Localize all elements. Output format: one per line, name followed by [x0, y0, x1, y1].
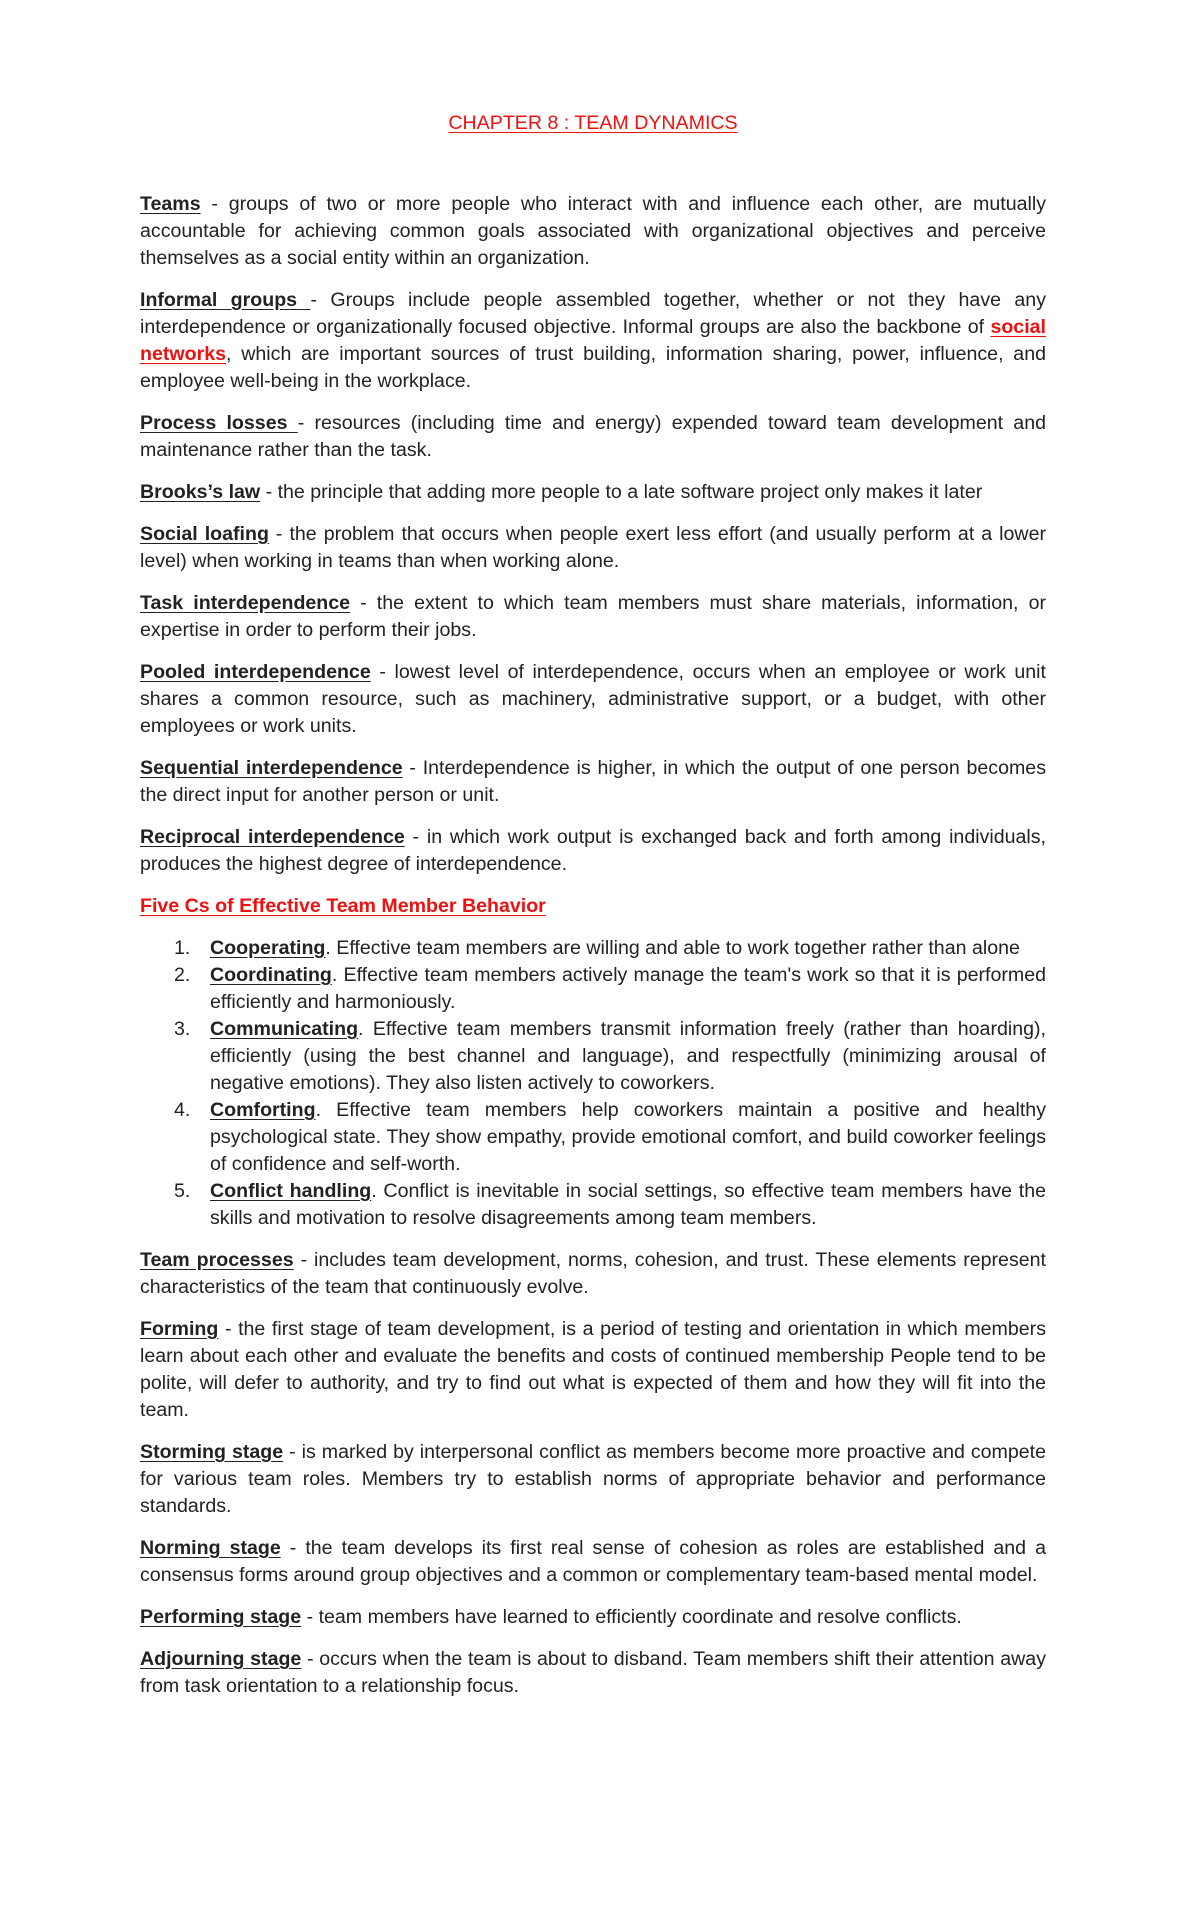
- list-number: 5.: [174, 1180, 191, 1202]
- highlight-term: social networks: [140, 316, 1046, 365]
- definition-text: - in which work output is exchanged back and forth among individuals, produces the highest degree of interdependence.: [140, 826, 1046, 875]
- definition-norming-stage: [140, 1535, 1046, 1589]
- list-item: [140, 1097, 1046, 1178]
- definition-brooks-law: [140, 479, 1046, 506]
- term: Performing stage: [140, 1606, 302, 1628]
- list-item: [140, 962, 1046, 1016]
- definition-reciprocal-interdependence: [140, 824, 1046, 878]
- list-number: 1.: [174, 937, 191, 959]
- list-item: [140, 1016, 1046, 1097]
- definition-text: - lowest level of interdependence, occurs when an employee or work unit shares a common resource, such as machinery, administrative support, or a budget, with other employees or work units.: [140, 661, 1046, 737]
- term: Informal groups: [140, 289, 311, 311]
- definition-informal-groups: [140, 287, 1046, 395]
- five-cs-list: [140, 935, 1046, 1232]
- definition-teams: [140, 191, 1046, 272]
- definition-text: - the problem that occurs when people exert less effort (and usually perform at a lower level) when working in teams than when working alone.: [140, 523, 1046, 572]
- definition-text: - the extent to which team members must share materials, information, or expertise in order to perform their jobs.: [140, 592, 1047, 641]
- term: Teams: [140, 193, 201, 215]
- definition-text: - Groups include people assembled together, whether or not they have any interdependence or organizationally focused objective. Informal groups are also the backbone of: [140, 289, 1046, 338]
- definition-text: - the team develops its first real sense of cohesion as roles are established and a consensus forms around group objectives and a common or complementary team-based mental model.: [140, 1537, 1046, 1586]
- definition-forming: [140, 1316, 1046, 1424]
- term: Forming: [140, 1318, 219, 1340]
- term: Storming stage: [140, 1441, 284, 1463]
- definition-adjourning-stage: [140, 1646, 1046, 1700]
- definition-task-interdependence: [140, 590, 1046, 644]
- term: Team processes: [140, 1249, 294, 1271]
- term: Reciprocal interdependence: [140, 826, 405, 848]
- term: Cooperating: [210, 937, 326, 959]
- term: Task interdependence: [140, 592, 351, 614]
- term: Adjourning stage: [140, 1648, 302, 1670]
- definition-text: - resources (including time and energy) expended toward team development and maintenance rather than the task.: [140, 412, 1046, 461]
- definition-text-after: , which are important sources of trust building, information sharing, power, influence, and employee well-being in the workplace.: [140, 343, 1046, 392]
- definition-text: - is marked by interpersonal conflict as members become more proactive and compete for various team roles. Members try to establish norms of appropriate behavior and performance standards.: [140, 1441, 1046, 1517]
- definition-social-loafing: [140, 521, 1046, 575]
- definition-storming-stage: [140, 1439, 1046, 1520]
- list-number: 2.: [174, 964, 191, 986]
- definition-text: - the principle that adding more people to a late software project only makes it later: [260, 481, 983, 503]
- term: Social loafing: [140, 523, 269, 545]
- term: Conflict handling: [210, 1180, 372, 1202]
- definition-text: - team members have learned to efficiently coordinate and resolve conflicts.: [301, 1606, 962, 1628]
- definition-text: - Interdependence is higher, in which the output of one person becomes the direct input for another person or unit.: [140, 757, 1046, 806]
- term: Sequential interdependence: [140, 757, 403, 779]
- term: Process losses: [140, 412, 298, 434]
- definition-text: - the first stage of team development, is a period of testing and orientation in which members learn about each other and evaluate the benefits and costs of continued membership People tend to be polite, will defer to authority, and try to find out what is expected of them and how they will fit into the team.: [140, 1318, 1046, 1421]
- five-cs-heading: Five Cs of Effective Team Member Behavior: [140, 895, 546, 917]
- list-item-text: . Effective team members transmit information freely (rather than hoarding), efficiently (using the best channel and language), and respectfully (minimizing arousal of negative emotions). They also listen actively to coworkers.: [210, 1018, 1046, 1094]
- definition-performing-stage: [140, 1604, 1046, 1631]
- document-page: [140, 110, 1046, 1715]
- definition-sequential-interdependence: [140, 755, 1046, 809]
- definition-process-losses: [140, 410, 1046, 464]
- list-item-text: . Effective team members are willing and able to work together rather than alone: [325, 937, 1020, 959]
- list-item: [140, 935, 1046, 962]
- definition-text: - occurs when the team is about to disband. Team members shift their attention away from task orientation to a relationship focus.: [140, 1648, 1046, 1697]
- term: Brooks’s law: [140, 481, 261, 503]
- definition-team-processes: [140, 1247, 1046, 1301]
- list-item-text: . Conflict is inevitable in social settings, so effective team members have the skills and motivation to resolve disagreements among team members.: [210, 1180, 1047, 1229]
- list-item-text: . Effective team members help coworkers maintain a positive and healthy psychological state. They show empathy, provide emotional comfort, and build coworker feelings of confidence and self-worth.: [210, 1099, 1046, 1175]
- term: Norming stage: [140, 1537, 281, 1559]
- list-number: 4.: [174, 1099, 191, 1121]
- chapter-title: CHAPTER 8 : TEAM DYNAMICS: [448, 112, 738, 134]
- definition-text: - groups of two or more people who interact with and influence each other, are mutually accountable for achieving common goals associated with organizational objectives and perceive themselves as a social entity within an organization.: [140, 193, 1046, 269]
- definition-text: - includes team development, norms, cohesion, and trust. These elements represent characteristics of the team that continuously evolve.: [140, 1249, 1046, 1298]
- list-item: [140, 1178, 1046, 1232]
- term: Coordinating: [210, 964, 332, 986]
- term: Pooled interdependence: [140, 661, 371, 683]
- list-item-text: . Effective team members actively manage the team's work so that it is performed efficiently and harmoniously.: [210, 964, 1046, 1013]
- term: Comforting: [210, 1099, 316, 1121]
- list-number: 3.: [174, 1018, 191, 1040]
- term: Communicating: [210, 1018, 359, 1040]
- definition-pooled-interdependence: [140, 659, 1046, 740]
